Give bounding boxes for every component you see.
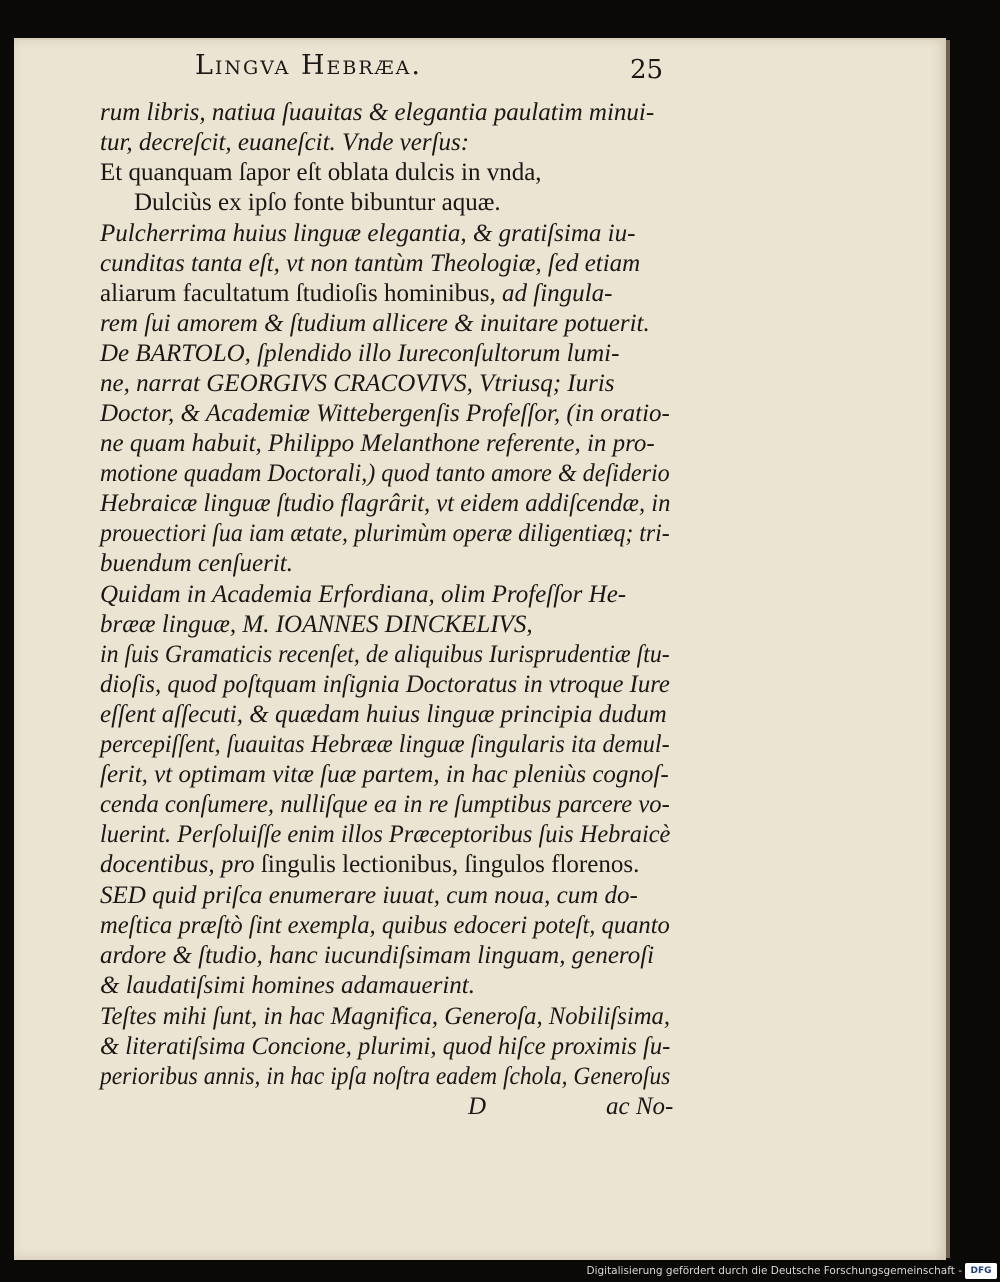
- text-line: Quidam in Academia Erfordiana, olim Profeſſor He-: [100, 581, 627, 608]
- catchword: ac No-: [606, 1093, 674, 1120]
- page-header: [0, 30, 1000, 85]
- text-line: cunditas tanta eſt, vt non tantùm Theologiæ, ſed etiam: [100, 250, 641, 277]
- text-roman: aliarum facultatum ſtudioſis hominibus,: [100, 280, 496, 307]
- page-edge: [946, 40, 950, 1258]
- text-line: Hebraicæ linguæ ſtudio flagrârit, vt eidem addiſcendæ, in: [100, 490, 671, 517]
- text-line: luerint. Perſoluiſſe enim illos Præceptoribus ſuis Hebraicè: [100, 821, 671, 848]
- verse-line: Et quanquam ſapor eſt oblata dulcis in vnda,: [100, 159, 542, 186]
- text-line: tur, decreſcit, euaneſcit. Vnde verſus:: [100, 129, 470, 156]
- footer-credit: Digitalisierung gefördert durch die Deutsche Forschungsgemeinschaft -: [586, 1265, 962, 1277]
- text-line: prouectiori ſua iam ætate, plurimùm operæ diligentiæq; tri-: [100, 520, 670, 547]
- text-line: buendum cenſuerit.: [100, 550, 294, 577]
- text-line: Pulcherrima huius linguæ elegantia, & gratiſsima iu-: [100, 220, 636, 247]
- signature-mark: D: [468, 1093, 487, 1120]
- text-line: perioribus annis, in hac ipſa noſtra eadem ſchola, Generoſus: [100, 1063, 671, 1090]
- text-line: ne, narrat GEORGIVS CRACOVIVS, Vtriusq; Iuris: [100, 370, 615, 397]
- text-line: in ſuis Gramaticis recenſet, de aliquibus Iurisprudentiæ ſtu-: [100, 641, 670, 668]
- text-italic: docentibus, pro: [100, 851, 261, 878]
- text-line: [100, 281, 612, 306]
- text-line: & literatiſsima Concione, plurimi, quod hiſce proximis ſu-: [100, 1033, 671, 1060]
- text-line: percepiſſent, ſuauitas Hebrææ linguæ ſingularis ita demul-: [100, 731, 670, 758]
- text-line: rem ſui amorem & ſtudium allicere & inuitare potuerit.: [100, 310, 650, 337]
- verse-line: Dulciùs ex ipſo fonte bibuntur aquæ.: [134, 189, 501, 216]
- text-line: ardore & ſtudio, hanc iucundiſsimam linguam, generoſi: [100, 942, 655, 969]
- text-line: eſſent aſſecuti, & quædam huius linguæ principia dudum: [100, 701, 667, 728]
- text-line: SED quid priſca enumerare iuuat, cum noua, cum do-: [100, 882, 638, 909]
- text-line: ſerit, vt optimam vitæ ſuæ partem, in hac pleniùs cognoſ-: [100, 761, 669, 788]
- text-line: cenda conſumere, nulliſque ea in re ſumptibus parcere vo-: [100, 791, 670, 818]
- text-line: motione quadam Doctorali,) quod tanto amore & deſiderio: [100, 460, 670, 487]
- text-line: [100, 852, 639, 877]
- text-roman: ſingulis lectionibus, ſingulos florenos.: [260, 851, 640, 878]
- text-line: ne quam habuit, Philippo Melanthone referente, in pro-: [100, 430, 655, 457]
- text-line: brææ linguæ, M. IOANNES DINCKELIVS,: [100, 611, 533, 638]
- text-line: De BARTOLO, ſplendido illo Iureconſultorum lumi-: [100, 340, 620, 367]
- text-line: rum libris, natiua ſuauitas & elegantia paulatim minui-: [100, 99, 655, 126]
- text-line: & laudatiſsimi homines adamauerint.: [100, 972, 475, 999]
- text-line: dioſis, quod poſtquam inſignia Doctoratus in vtroque Iure: [100, 671, 670, 698]
- footer-bar: [0, 1260, 1000, 1282]
- text-line: meſtica præſtò ſint exempla, quibus edoceri poteſt, quanto: [100, 912, 670, 939]
- text-line: Teſtes mihi ſunt, in hac Magnifica, Generoſa, Nobiliſsima,: [100, 1003, 671, 1030]
- text-line: Doctor, & Academiæ Wittebergenſis Profeſſor, (in oratio-: [100, 400, 670, 427]
- dfg-logo: DFG: [965, 1263, 997, 1279]
- running-head: Lingva Hebræa.: [195, 50, 422, 81]
- page-number: 25: [630, 55, 664, 85]
- text-italic: ad ſingula-: [495, 280, 613, 307]
